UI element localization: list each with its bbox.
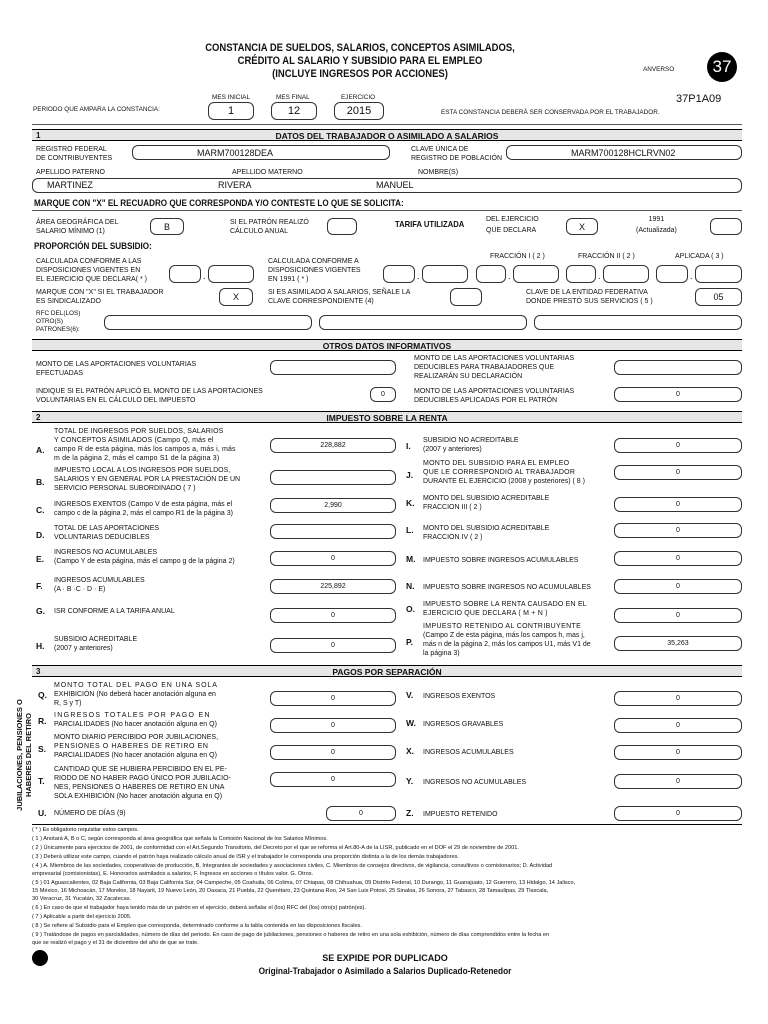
ap-paterno-value[interactable]: MARTINEZ <box>47 180 93 190</box>
section-number: 2 <box>36 413 41 422</box>
patron-aplico-field[interactable]: 0 <box>370 387 396 402</box>
aport-aplicadas-field[interactable]: 0 <box>614 387 742 402</box>
field-m-value[interactable]: 0 <box>614 551 742 566</box>
duplicado-recipients: Original-Trabajador o Asimilado a Salarios Duplicado-Retenedor <box>258 966 512 976</box>
footnote: empresarial (comisionistas), E. Honorarios asimilados a salarios, F. Ingresos en acciones o títulos valor. G. Otros. <box>32 871 314 877</box>
footnote: ( 7 ) Aplicable a partir del ejercicio 2005. <box>32 914 132 920</box>
conservar-note: ESTA CONSTANCIA DEBERÁ SER CONSERVADA POR EL TRABAJADOR. <box>441 109 660 116</box>
fraccion-1-label: FRACCIÓN I ( 2 ) <box>490 253 545 260</box>
sindicalizado-label: MARQUE CON "X" SI EL TRABAJADOR ES SINDICALIZADO <box>36 289 164 305</box>
field-v-letter: V. <box>406 690 414 700</box>
footnote: ( 8 ) Se refiere al Subsidio para el Empleo que corresponda, determinado conforme a la tabla contenida en las disposiciones fiscales. <box>32 923 362 929</box>
field-s-letter: S. <box>38 744 47 754</box>
mes-final-field[interactable]: 12 <box>271 102 317 120</box>
section-2-header <box>32 411 742 423</box>
field-r-label: INGRESOS TOTALES POR PAGO EN PARCIALIDADES (No hacer anotación alguna en Q) <box>54 712 217 728</box>
field-i-value[interactable]: 0 <box>614 438 742 453</box>
ejercicio-declara-checkbox[interactable]: X <box>566 218 598 235</box>
curp-label: CLAVE ÚNICA DE REGISTRO DE POBLACIÓN <box>411 146 503 162</box>
footnote: 15 México, 16 Michoacán, 17 Morelos, 18 Nayarit, 19 Nuevo León, 20 Oaxaca, 21 Puebla, 22 Querétaro, 23 Quintana Roo, 24 San Luis Potosí, 25 Sinaloa, 26 Sonora, 27 Tabasco, 28 Tamaulipas, 29 Tlaxcala, <box>32 888 549 894</box>
footnote: ( * ) Es obligatorio requisitar estos campos. <box>32 827 139 833</box>
ejercicio-field[interactable]: 2015 <box>334 102 384 120</box>
field-z-label: IMPUESTO RETENIDO <box>423 811 498 818</box>
field-f-label: INGRESOS ACUMULABLES (A · B ·C · D · E) <box>54 577 145 593</box>
field-s-value[interactable]: 0 <box>270 745 396 760</box>
decimal-dot: . <box>508 271 511 281</box>
field-f-letter: F. <box>36 581 43 591</box>
decimal-dot: . <box>598 271 601 281</box>
calc-1991-label: CALCULADA CONFORME A DISPOSICIONES VIGENTES EN 1991 ( * ) <box>268 258 361 283</box>
area-field[interactable]: B <box>150 218 184 235</box>
form-number-badge: 37 <box>707 52 737 82</box>
field-z-value[interactable]: 0 <box>614 806 742 821</box>
field-q-value[interactable]: 0 <box>270 691 396 706</box>
registration-mark-icon <box>32 950 48 966</box>
fraccion-2-int[interactable] <box>566 265 596 283</box>
section-1-header <box>32 129 742 141</box>
field-w-letter: W. <box>406 718 416 728</box>
field-e-letter: E. <box>36 554 45 564</box>
calculo-anual-checkbox[interactable] <box>327 218 357 235</box>
field-a-letter: A. <box>36 445 45 455</box>
section-title: DATOS DEL TRABAJADOR O ASIMILADO A SALARIOS <box>275 131 499 141</box>
mes-inicial-label: MES INICIAL <box>212 94 250 101</box>
field-p-value[interactable]: 35,263 <box>614 636 742 651</box>
curp-field[interactable]: MARM700128HCLRVN02 <box>506 145 742 160</box>
rfc-label: REGISTRO FEDERAL DE CONTRIBUYENTES <box>36 146 113 162</box>
field-p-label: IMPUESTO RETENIDO AL CONTRIBUYENTE (Campo Z de esta página, más los campos h, mas j, más n de la página 2, más los campos U1, más V1 de la página 3) <box>423 623 591 657</box>
nombre-value[interactable]: MANUEL <box>376 180 414 190</box>
field-t-value[interactable]: 0 <box>270 772 396 787</box>
asimilado-label: SI ES ASIMILADO A SALARIOS, SEÑALE LA CLAVE CORRESPONDIENTE (4) <box>268 289 411 305</box>
divider <box>32 824 742 825</box>
section-number: 3 <box>36 667 41 676</box>
rfc-otro-patron-1[interactable] <box>104 315 312 330</box>
footnote: ( 3 ) Deberá utilizar este campo, cuando el patrón haya realizado cálculo anual de ISR y el trabajador le corresponda una proporción distinta a la de los demás trabajadores. <box>32 854 459 860</box>
field-j-letter: J. <box>406 470 414 480</box>
field-x-label: INGRESOS ACUMULABLES <box>423 749 514 756</box>
field-n-value[interactable]: 0 <box>614 579 742 594</box>
field-k-label: MONTO DEL SUBSIDIO ACREDITABLE FRACCION III ( 2 ) <box>423 495 550 511</box>
name-row <box>32 178 742 193</box>
field-c-value[interactable]: 2,990 <box>270 498 396 513</box>
divider <box>32 210 742 211</box>
field-y-value[interactable]: 0 <box>614 774 742 789</box>
field-y-letter: Y. <box>406 776 414 786</box>
period-label: PERIODO QUE AMPARA LA CONSTANCIA: <box>33 106 160 113</box>
fraccion-2-dec[interactable] <box>603 265 649 283</box>
aport-efectuadas-label: MONTO DE LAS APORTACIONES VOLUNTARIAS EFECTUADAS <box>36 361 197 377</box>
proporcion-label: PROPORCIÓN DEL SUBSIDIO: <box>34 241 152 251</box>
field-r-value[interactable]: 0 <box>270 718 396 733</box>
field-l-label: MONTO DEL SUBSIDIO ACREDITABLE FRACCION IV ( 2 ) <box>423 525 550 541</box>
duplicado-note: SE EXPIDE POR DUPLICADO <box>322 953 448 963</box>
field-a-value[interactable]: 228,882 <box>270 438 396 453</box>
fraccion-2-label: FRACCIÓN II ( 2 ) <box>578 253 635 260</box>
rfc-otro-patron-3[interactable] <box>534 315 742 330</box>
field-j-label: MONTO DEL SUBSIDIO PARA EL EMPLEO QUE LE CORRESPONDIÓ AL TRABAJADOR DURANTE EL EJERCICIO (2008 y posteriores) ( 8 ) <box>423 460 585 485</box>
ap-materno-label: APELLIDO MATERNO <box>232 169 303 176</box>
patron-aplico-label: INDIQUE SI EL PATRÓN APLICÓ EL MONTO DE LAS APORTACIONES VOLUNTARIAS EN EL CÁLCULO DEL IMPUESTO <box>36 388 263 404</box>
field-d-label: TOTAL DE LAS APORTACIONES VOLUNTARIAS DEDUCIBLES <box>54 525 160 541</box>
field-v-label: INGRESOS EXENTOS <box>423 693 496 700</box>
sindicalizado-checkbox[interactable]: X <box>219 288 253 306</box>
section-3-header <box>32 665 742 677</box>
field-d-value[interactable] <box>270 524 396 539</box>
calc-vigentes-dec[interactable] <box>208 265 254 283</box>
field-u-label: NÚMERO DE DÍAS (9) <box>54 810 126 817</box>
field-c-letter: C. <box>36 505 45 515</box>
field-g-label: ISR CONFORME A LA TARIFA ANUAL <box>54 608 175 615</box>
field-j-value[interactable]: 0 <box>614 465 742 480</box>
field-q-letter: Q. <box>38 690 47 700</box>
decimal-dot: . <box>690 271 693 281</box>
title-line-2: CRÉDITO AL SALARIO Y SUBSIDIO PARA EL EMPLEO <box>237 55 483 67</box>
nombre-label: NOMBRE(S) <box>418 169 459 176</box>
field-i-letter: I. <box>406 441 411 451</box>
asimilado-clave-field[interactable] <box>450 288 482 306</box>
footnote: ( 1 ) Anotará A, B o C, según corresponda al área geográfica que señala la Comisión Nacional de los Salarios Mínimos. <box>32 836 328 842</box>
field-g-letter: G. <box>36 606 45 616</box>
section-title: IMPUESTO SOBRE LA RENTA <box>326 413 448 423</box>
ap-paterno-label: APELLIDO PATERNO <box>36 169 105 176</box>
field-i-label: SUBSIDIO NO ACREDITABLE (2007 y anteriores) <box>423 437 519 453</box>
field-p-letter: P. <box>406 637 413 647</box>
calc-vigentes-label: CALCULADA CONFORME A LAS DISPOSICIONES VIGENTES EN EL EJERCICIO QUE DECLARA( * ) <box>36 258 147 283</box>
field-h-letter: H. <box>36 641 45 651</box>
field-t-letter: T. <box>38 776 45 786</box>
field-e-label: INGRESOS NO ACUMULABLES (Campo Y de esta página, más el campo g de la página 2) <box>54 549 235 565</box>
field-t-label: CANTIDAD QUE SE HUBIERA PERCIBIDO EN EL PE- RIODO DE NO HABER PAGO ÚNICO POR JUBILACIO- NES, PENSIONES O HABERES DE RETIRO EN UNA SOLA EXHIBICIÓN (No hacer anotación alguna en Q) <box>54 766 231 800</box>
field-e-value[interactable]: 0 <box>270 551 396 566</box>
divider <box>32 124 742 125</box>
field-x-value[interactable]: 0 <box>614 745 742 760</box>
field-n-letter: N. <box>406 581 415 591</box>
field-x-letter: X. <box>406 746 415 756</box>
title-line-3: (INCLUYE INGRESOS POR ACCIONES) <box>272 68 448 80</box>
fraccion-1-dec[interactable] <box>513 265 559 283</box>
field-s-label: MONTO DIARIO PERCIBIDO POR JUBILACIONES, PENSIONES O HABERES DE RETIRO EN PARCIALIDADES (No hacer anotación alguna en Q) <box>54 734 219 759</box>
tarifa-1991-label: 1991 (Actualizada) <box>636 216 677 234</box>
calc-vigentes-int[interactable] <box>169 265 201 283</box>
field-m-label: IMPUESTO SOBRE INGRESOS ACUMULABLES <box>423 557 579 564</box>
fraccion-1-int[interactable] <box>476 265 506 283</box>
rfc-otro-patron-2[interactable] <box>319 315 527 330</box>
rfc-field[interactable]: MARM700128DEA <box>132 145 390 160</box>
field-h-label: SUBSIDIO ACREDITABLE (2007 y anteriores) <box>54 636 138 652</box>
footnote: ( 6 ) En caso de que el trabajador haya tenido más de un patrón en el ejercicio, deberá señalar el (los) RFC del (los) otro(s) patrón(es). <box>32 905 366 911</box>
calc-1991-int[interactable] <box>383 265 415 283</box>
field-o-label: IMPUESTO SOBRE LA RENTA CAUSADO EN EL EJERCICIO QUE DECLARA ( M + N ) <box>423 601 587 617</box>
form-code: 37P1A09 <box>676 93 722 105</box>
field-f-value[interactable]: 225,892 <box>270 579 396 594</box>
footnote: que se realizó el pago y el 31 de diciembre del año de que se trate. <box>32 940 199 946</box>
field-b-letter: B. <box>36 477 45 487</box>
jubilaciones-side-label: JUBILACIONES, PENSIONES O HABERES DEL RETIRO <box>15 699 33 811</box>
calculo-anual-label: SI EL PATRÓN REALIZÓ CÁLCULO ANUAL <box>230 219 309 235</box>
field-m-letter: M. <box>406 554 416 564</box>
footnote: ( 5 ) 01 Aguascalientes, 02 Baja California, 03 Baja California Sur, 04 Campeche, 05 Coahuila, 06 Colima, 07 Chiapas, 08 Chihuahua, 09 Distrito Federal, 10 Durango, 11 Guanajuato, 12 Guerrero, 13 Hidalgo, 14 Jalisco, <box>32 880 576 886</box>
entidad-field[interactable]: 05 <box>695 288 742 306</box>
footnote: ( 9 ) Tratándose de pagos en parcialidades, número de días del periodo. En caso de pago de jubilaciones, pensiones o haberes de retiro en una sola exhibición, número de días comprendidos entre la fecha en <box>32 932 550 938</box>
decimal-dot: . <box>203 271 206 281</box>
field-a-label: TOTAL DE INGRESOS POR SUELDOS, SALARIOS Y CONCEPTOS ASIMILADOS (Campo Q, más el campo R de esta página, más los campos a, más i, más m de la página 2, más el campo S1 de la página 3) <box>54 428 236 462</box>
field-u-value[interactable]: 0 <box>326 806 396 821</box>
ejercicio-label: EJERCICIO <box>341 94 376 101</box>
otros-datos-header <box>32 339 742 351</box>
calc-1991-dec[interactable] <box>422 265 468 283</box>
field-l-value[interactable]: 0 <box>614 523 742 538</box>
ap-materno-value[interactable]: RIVERA <box>218 180 252 190</box>
entidad-label: CLAVE DE LA ENTIDAD FEDERATIVA DONDE PRESTÓ SUS SERVICIOS ( 5 ) <box>526 289 653 305</box>
field-z-letter: Z. <box>406 808 414 818</box>
footnote: 30 Veracruz, 31 Yucatán, 32 Zacatecas. <box>32 896 132 902</box>
title-line-1: CONSTANCIA DE SUELDOS, SALARIOS, CONCEPTOS ASIMILADOS, <box>205 42 515 54</box>
section-number: 1 <box>36 131 41 140</box>
rfc-otros-label: RFC DEL(LOS) OTRO(S) PATRONES(6): <box>36 310 81 333</box>
aplicada-int[interactable] <box>656 265 688 283</box>
field-u-letter: U. <box>38 808 47 818</box>
footnote: ( 2 ) Únicamente para ejercicios de 2001, de conformidad con el Art.Segundo Transitorio, del Decreto por el que se reforma el Art.80-A de la LISR, publicado en el DOF el 29 de noviembre de 2001. <box>32 845 519 851</box>
field-k-letter: K. <box>406 498 415 508</box>
area-label: ÁREA GEOGRÁFICA DEL SALARIO MÍNIMO (1) <box>36 219 119 235</box>
field-k-value[interactable]: 0 <box>614 497 742 512</box>
tarifa-label: TARIFA UTILIZADA <box>395 219 465 229</box>
ejercicio-declara-label: DEL EJERCICIO QUE DECLARA <box>486 216 539 234</box>
field-b-label: IMPUESTO LOCAL A LOS INGRESOS POR SUELDOS, SALARIOS Y EN GENERAL POR LA PRESTACIÓN DE UN SERVICIO PERSONAL SUBORDINADO ( 7 ) <box>54 467 241 492</box>
side-label: ANVERSO <box>643 66 675 73</box>
aplicada-dec[interactable] <box>695 265 742 283</box>
aport-deducibles-label: MONTO DE LAS APORTACIONES VOLUNTARIAS DEDUCIBLES PARA TRABAJADORES QUE REALIZARÁN SU DECLARACIÓN <box>414 355 575 380</box>
tarifa-1991-checkbox[interactable] <box>710 218 742 235</box>
field-w-label: INGRESOS GRAVABLES <box>423 721 504 728</box>
marque-instruction: MARQUE CON "X" EL RECUADRO QUE CORRESPONDA Y/O CONTESTE LO QUE SE SOLICITA: <box>34 198 404 208</box>
field-h-value[interactable]: 0 <box>270 638 396 653</box>
field-y-label: INGRESOS NO ACUMULABLES <box>423 779 527 786</box>
field-q-label: MONTO TOTAL DEL PAGO EN UNA SOLA EXHIBICIÓN (No deberá hacer anotación alguna en R, S y T) <box>54 682 218 707</box>
aport-deducibles-field[interactable] <box>614 360 742 375</box>
aport-efectuadas-field[interactable] <box>270 360 396 375</box>
field-g-value[interactable]: 0 <box>270 608 396 623</box>
field-c-label: INGRESOS EXENTOS (Campo V de esta página, más el campo c de la página 2, más el campo R1 de la página 3) <box>54 501 233 517</box>
field-b-value[interactable] <box>270 470 396 485</box>
field-r-letter: R. <box>38 716 47 726</box>
mes-final-label: MES FINAL <box>276 94 310 101</box>
section-title: PAGOS POR SEPARACIÓN <box>332 667 442 677</box>
field-o-value[interactable]: 0 <box>614 608 742 623</box>
aplicada-label: APLICADA ( 3 ) <box>675 253 724 260</box>
decimal-dot: . <box>417 271 420 281</box>
field-n-label: IMPUESTO SOBRE INGRESOS NO ACUMULABLES <box>423 584 591 591</box>
field-l-letter: L. <box>406 525 414 535</box>
field-d-letter: D. <box>36 530 45 540</box>
aport-aplicadas-label: MONTO DE LAS APORTACIONES VOLUNTARIAS DEDUCIBLES APLICADAS POR EL PATRÓN <box>414 388 575 404</box>
field-w-value[interactable]: 0 <box>614 718 742 733</box>
section-title: OTROS DATOS INFORMATIVOS <box>322 341 452 351</box>
field-v-value[interactable]: 0 <box>614 691 742 706</box>
field-o-letter: O. <box>406 604 415 614</box>
mes-inicial-field[interactable]: 1 <box>208 102 254 120</box>
footnote: ( 4 ) A. Miembros de las sociedades, cooperativas de producción, B. Integrantes de sociedades y asociaciones civiles, C. Miembros de consejos directivos, de vigilancia, consultivos o comisionarios; D. Actividad <box>32 863 553 869</box>
